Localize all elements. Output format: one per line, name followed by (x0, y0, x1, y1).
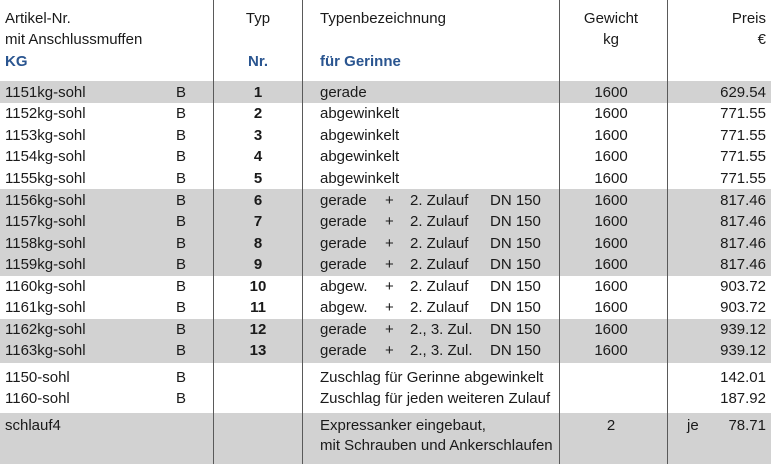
load-class: B (176, 148, 187, 165)
header-preis-label: Preis (731, 10, 766, 27)
weight-value: 1600 (594, 235, 628, 252)
type-description: gerade (320, 342, 367, 359)
header-nr-label: Nr. (247, 53, 268, 70)
table-row (0, 103, 771, 124)
load-class: B (176, 299, 187, 316)
inlet-description: 2. Zulauf (410, 278, 469, 295)
inlet-description: 2. Zulauf (410, 256, 469, 273)
plus-sign: + (385, 278, 394, 295)
nominal-diameter: DN 150 (490, 278, 541, 295)
type-number: 8 (253, 235, 263, 252)
table-row (0, 233, 771, 254)
plus-sign: + (385, 213, 394, 230)
anchor-description-line-1: Expressanker eingebaut, (320, 417, 486, 434)
article-number: 1162kg-sohl (5, 321, 86, 338)
article-number: 1152kg-sohl (5, 105, 86, 122)
type-number: 9 (253, 256, 263, 273)
header-gewicht-label: Gewicht (583, 10, 639, 27)
table-row (0, 340, 771, 361)
nominal-diameter: DN 150 (490, 256, 541, 273)
header-kg-label: KG (5, 53, 28, 70)
type-number: 1 (253, 84, 263, 101)
price-value: 817.46 (720, 192, 766, 209)
price-value: 903.72 (720, 278, 766, 295)
header-preis-unit: € (757, 31, 766, 48)
inlet-description: 2. Zulauf (410, 299, 469, 316)
article-number: 1158kg-sohl (5, 235, 86, 252)
price-value: 187.92 (720, 390, 766, 407)
type-description: gerade (320, 192, 367, 209)
inlet-description: 2., 3. Zul. (410, 321, 473, 338)
weight-value: 1600 (594, 105, 628, 122)
header-artikel-sub: mit Anschlussmuffen (5, 31, 143, 48)
article-number: 1160kg-sohl (5, 278, 86, 295)
load-class: B (176, 84, 187, 101)
header-bezeichnung-label: Typenbezeichnung (320, 10, 446, 27)
price-value: 817.46 (720, 235, 766, 252)
weight-value: 1600 (594, 342, 628, 359)
load-class: B (176, 256, 187, 273)
type-description: abgewinkelt (320, 170, 400, 187)
weight-value: 1600 (594, 192, 628, 209)
column-divider (559, 0, 560, 464)
type-description: gerade (320, 235, 367, 252)
type-description: abgewinkelt (320, 148, 400, 165)
price-value: 817.46 (720, 256, 766, 273)
weight-value: 1600 (594, 321, 628, 338)
table-row (0, 82, 771, 103)
anchor-row (0, 415, 771, 436)
header-line-3 (0, 51, 771, 72)
table-row (0, 168, 771, 189)
type-number: 12 (249, 321, 267, 338)
inlet-description: 2. Zulauf (410, 213, 469, 230)
nominal-diameter: DN 150 (490, 299, 541, 316)
surcharge-description: Zuschlag für jeden weiteren Zulauf (320, 390, 551, 407)
price-value: 771.55 (720, 170, 766, 187)
weight-value: 1600 (594, 170, 628, 187)
price-value: 629.54 (720, 84, 766, 101)
type-number: 2 (253, 105, 263, 122)
load-class: B (176, 127, 187, 144)
article-number: 1163kg-sohl (5, 342, 86, 359)
inlet-description: 2. Zulauf (410, 235, 469, 252)
table-row (0, 211, 771, 232)
article-number: 1151kg-sohl (5, 84, 86, 101)
nominal-diameter: DN 150 (490, 342, 541, 359)
type-description: abgewinkelt (320, 127, 400, 144)
table-row (0, 254, 771, 275)
nominal-diameter: DN 150 (490, 235, 541, 252)
article-number: 1153kg-sohl (5, 127, 86, 144)
type-number: 10 (249, 278, 267, 295)
type-description: abgewinkelt (320, 105, 400, 122)
type-number: 4 (253, 148, 263, 165)
surcharge-row (0, 388, 771, 409)
price-value: 771.55 (720, 127, 766, 144)
table-row (0, 125, 771, 146)
article-number: schlauf4 (5, 417, 61, 434)
plus-sign: + (385, 321, 394, 338)
price-value: 78.71 (728, 417, 766, 434)
type-number: 5 (253, 170, 263, 187)
load-class: B (176, 192, 187, 209)
article-number: 1154kg-sohl (5, 148, 86, 165)
weight-value: 1600 (594, 299, 628, 316)
type-description: gerade (320, 84, 367, 101)
nominal-diameter: DN 150 (490, 321, 541, 338)
per-unit-label: je (687, 417, 699, 434)
header-line-1 (0, 8, 771, 29)
header-gerinne-label: für Gerinne (320, 53, 401, 70)
weight-value: 1600 (594, 127, 628, 144)
plus-sign: + (385, 235, 394, 252)
type-description: abgew. (320, 299, 368, 316)
article-number: 1161kg-sohl (5, 299, 86, 316)
article-number: 1150-sohl (5, 369, 70, 386)
load-class: B (176, 235, 187, 252)
price-value: 903.72 (720, 299, 766, 316)
price-value: 142.01 (720, 369, 766, 386)
weight-value: 1600 (594, 84, 628, 101)
plus-sign: + (385, 299, 394, 316)
type-number: 11 (250, 299, 266, 316)
type-description: gerade (320, 321, 367, 338)
table-row (0, 146, 771, 167)
price-value: 771.55 (720, 148, 766, 165)
type-number: 7 (253, 213, 263, 230)
table-row (0, 190, 771, 211)
article-number: 1160-sohl (5, 390, 70, 407)
header-gewicht-unit: kg (603, 31, 619, 48)
surcharge-row (0, 367, 771, 388)
article-number: 1159kg-sohl (5, 256, 86, 273)
anchor-description-line-2: mit Schrauben und Ankerschlaufen (320, 437, 553, 454)
header-line-2 (0, 29, 771, 50)
plus-sign: + (385, 342, 394, 359)
weight-value: 1600 (594, 213, 628, 230)
table-row (0, 297, 771, 318)
column-divider (302, 0, 303, 464)
load-class: B (176, 369, 187, 386)
price-value: 771.55 (720, 105, 766, 122)
header-typ-label: Typ (245, 10, 271, 27)
type-description: abgew. (320, 278, 368, 295)
price-value: 939.12 (720, 321, 766, 338)
weight-value: 1600 (594, 278, 628, 295)
nominal-diameter: DN 150 (490, 192, 541, 209)
plus-sign: + (385, 256, 394, 273)
article-number: 1157kg-sohl (5, 213, 86, 230)
inlet-description: 2., 3. Zul. (410, 342, 473, 359)
weight-value: 1600 (594, 148, 628, 165)
column-divider (667, 0, 668, 464)
load-class: B (176, 213, 187, 230)
load-class: B (176, 390, 187, 407)
load-class: B (176, 342, 187, 359)
type-number: 3 (253, 127, 263, 144)
table-row (0, 319, 771, 340)
column-divider (213, 0, 214, 464)
load-class: B (176, 105, 187, 122)
header-artikel-label: Artikel-Nr. (5, 10, 71, 27)
type-number: 6 (253, 192, 263, 209)
inlet-description: 2. Zulauf (410, 192, 469, 209)
load-class: B (176, 170, 187, 187)
anchor-row-continuation (0, 435, 771, 456)
nominal-diameter: DN 150 (490, 213, 541, 230)
type-number: 13 (249, 342, 267, 359)
plus-sign: + (385, 192, 394, 209)
article-number: 1155kg-sohl (5, 170, 86, 187)
load-class: B (176, 278, 187, 295)
price-value: 939.12 (720, 342, 766, 359)
article-number: 1156kg-sohl (5, 192, 86, 209)
load-class: B (176, 321, 187, 338)
weight-value: 1600 (594, 256, 628, 273)
type-description: gerade (320, 213, 367, 230)
surcharge-description: Zuschlag für Gerinne abgewinkelt (320, 369, 544, 386)
weight-value: 2 (606, 417, 616, 434)
price-value: 817.46 (720, 213, 766, 230)
table-row (0, 276, 771, 297)
type-description: gerade (320, 256, 367, 273)
